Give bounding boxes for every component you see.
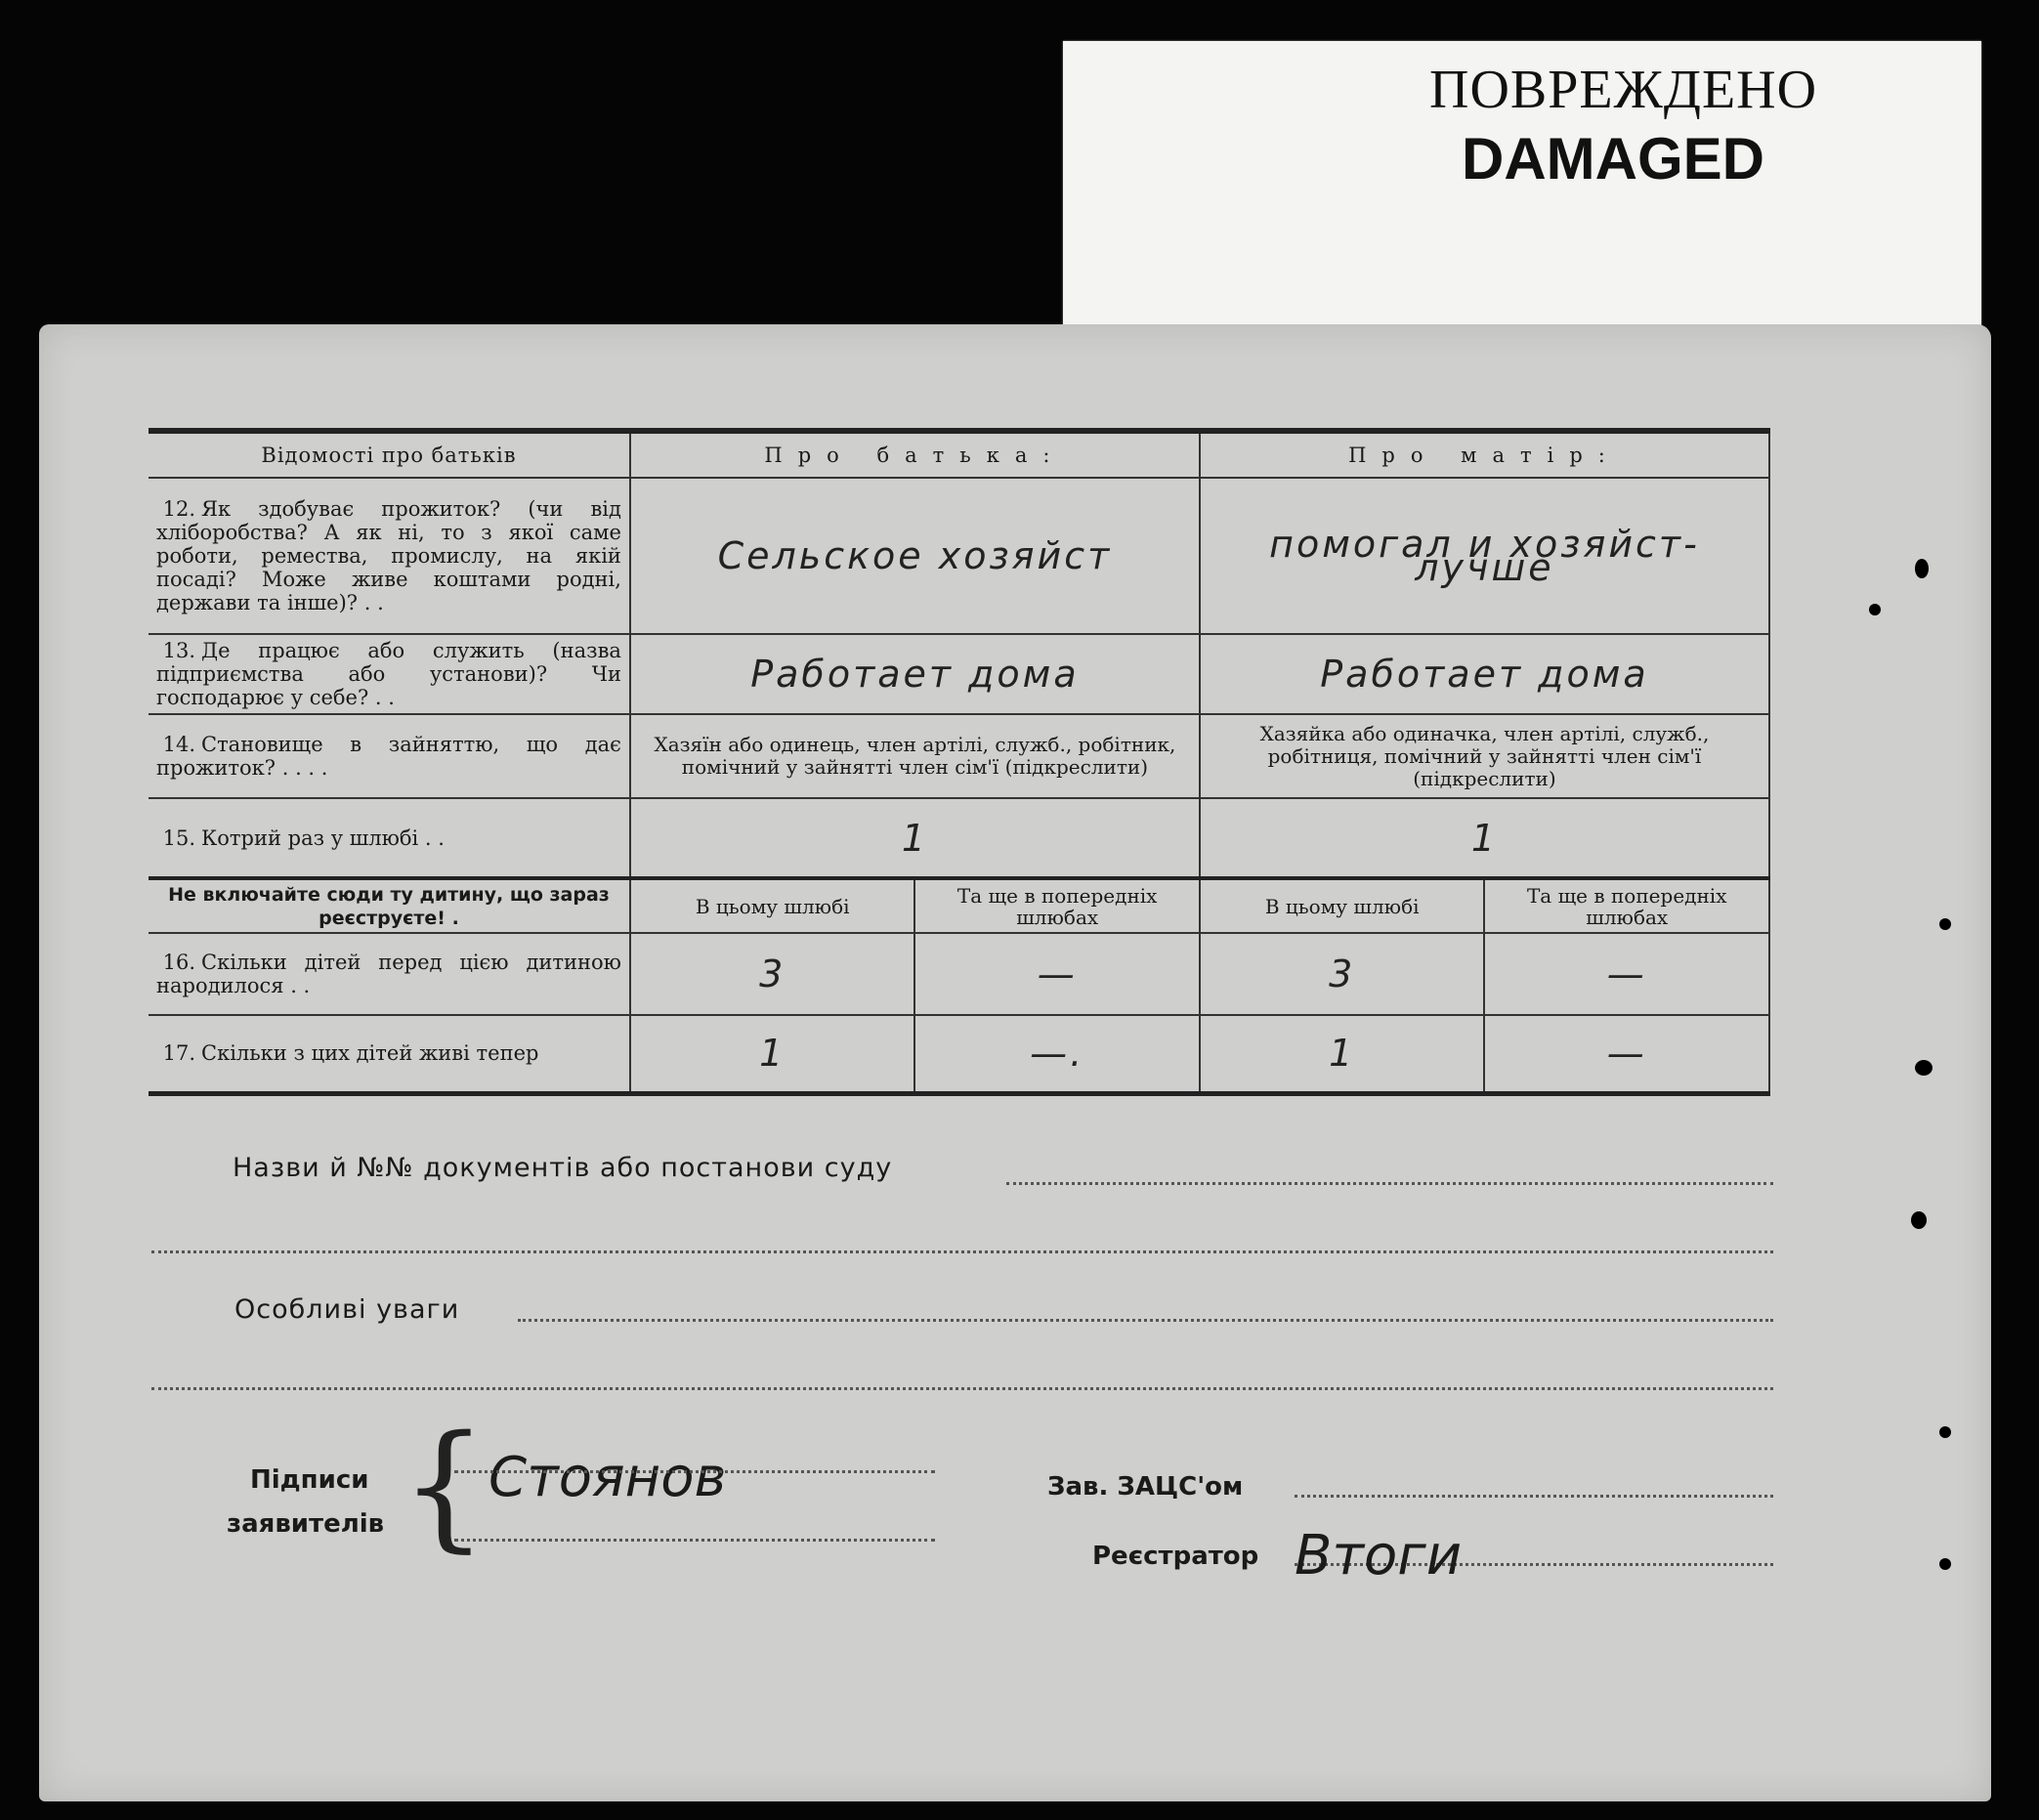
remarks-label: Особливі уваги <box>234 1294 460 1325</box>
row-17-father-prev: —. <box>914 1015 1200 1093</box>
head-zags-line <box>1295 1495 1773 1498</box>
row-note <box>149 878 1769 933</box>
row-16-mother-this: 3 <box>1200 933 1485 1015</box>
row-16-father-this: 3 <box>630 933 915 1015</box>
father-previous-marriages-header: Та ще в попередніх шлюбах <box>914 878 1200 933</box>
applicant-signature: Стоянов <box>489 1446 727 1509</box>
stamp-text-ru: ПОВРЕЖДЕНО <box>1429 60 1818 120</box>
row-17-mother-prev: — <box>1484 1015 1769 1093</box>
row-14 <box>149 714 1769 798</box>
row-13 <box>149 634 1769 714</box>
applicant-signature-line-2 <box>454 1539 935 1542</box>
row-12-father-answer: Сельское хозяйст <box>630 478 1200 634</box>
row-15-question: Котрий раз у шлюбі . . <box>201 825 445 850</box>
row-15 <box>149 798 1769 878</box>
row-16 <box>149 933 1769 1015</box>
documents-label: Назви й №№ документів або постанови суду <box>233 1153 893 1183</box>
row-12-mother-answer: помогал и хозяйст-лучше <box>1200 478 1769 634</box>
row-13-mother-answer: Работает дома <box>1200 634 1769 714</box>
parents-info-table <box>149 428 1770 1096</box>
registrar-label: Реєстратор <box>1092 1542 1259 1571</box>
registrar-signature: Втоги <box>1295 1524 1463 1587</box>
row-13-label <box>149 634 630 714</box>
table-header-row <box>149 431 1769 478</box>
header-mother: Про матір: <box>1200 431 1769 478</box>
row-13-father-answer: Работает дома <box>630 634 1200 714</box>
row-17 <box>149 1015 1769 1093</box>
row-16-mother-prev: — <box>1484 933 1769 1015</box>
row-number: 17. <box>162 1041 195 1066</box>
row-16-father-prev: — <box>914 933 1200 1015</box>
row-12 <box>149 478 1769 634</box>
row-17-mother-this: 1 <box>1200 1015 1485 1093</box>
row-number: 14. <box>162 733 195 756</box>
binder-hole <box>1939 1426 1951 1438</box>
stamp-text-en: DAMAGED <box>1462 126 1764 191</box>
father-this-marriage-header: В цьому шлюбі <box>630 878 915 933</box>
row-16-label <box>149 933 630 1015</box>
row-15-father-answer: 1 <box>630 798 1200 878</box>
note-exclude-child: Не включайте сюди ту дитину, що зараз реєструєте! . <box>149 878 630 933</box>
binder-hole <box>1915 1060 1933 1076</box>
row-12-label <box>149 478 630 634</box>
documents-field-line-2 <box>151 1250 1773 1253</box>
remarks-field-line-2 <box>151 1387 1773 1390</box>
mother-previous-marriages-header: Та ще в попередніх шлюбах <box>1484 878 1769 933</box>
applicant-signature-line-1 <box>454 1470 935 1473</box>
row-16-question: Скільки дітей перед цією дитиною народилося . . <box>156 951 621 997</box>
row-15-mother-answer: 1 <box>1200 798 1769 878</box>
binder-hole <box>1911 1211 1927 1229</box>
applicants-brace: { <box>401 1407 489 1566</box>
header-parents-info: Відомості про батьків <box>149 431 630 478</box>
applicants-label-1: Підписи <box>250 1465 369 1495</box>
damaged-stamp <box>1063 41 1981 334</box>
row-14-label <box>149 714 630 798</box>
mother-this-marriage-header: В цьому шлюбі <box>1200 878 1485 933</box>
head-zags-label: Зав. ЗАЦС'ом <box>1047 1472 1244 1502</box>
binder-hole <box>1869 604 1881 615</box>
row-number: 16. <box>162 951 195 974</box>
row-13-question: Де працює або служить (назва підприємства або установи)? Чи господарює у себе? . . <box>156 639 621 709</box>
row-14-question: Становище в зайняттю, що дає прожиток? . . . . <box>156 733 621 780</box>
row-14-mother-options: Хазяйка або одиначка, член артілі, служб., робітниця, помічний у зайнятті член сім'ї (підкреслити) <box>1200 714 1769 798</box>
row-12-question: Як здобуває прожиток? (чи від хліборобства? А як ні, то з якої саме роботи, ремества, промислу, на якій посаді? Може живе коштами родні, держави та інше)? . . <box>156 497 621 614</box>
row-17-question: Скільки з цих дітей живі тепер <box>201 1041 539 1066</box>
row-17-label <box>149 1015 630 1093</box>
row-number: 12. <box>162 497 195 521</box>
row-17-father-this: 1 <box>630 1015 915 1093</box>
row-15-label <box>149 798 630 878</box>
binder-hole <box>1915 559 1929 578</box>
row-14-father-options: Хазяїн або одинець, член артілі, служб., робітник, помічний у зайнятті член сім'ї (підкреслити) <box>630 714 1200 798</box>
row-number: 13. <box>162 639 195 662</box>
documents-field-line <box>1006 1182 1773 1185</box>
binder-hole <box>1939 1558 1951 1570</box>
header-father: Про батька: <box>630 431 1200 478</box>
row-number: 15. <box>162 825 195 850</box>
remarks-field-line <box>518 1319 1773 1322</box>
binder-hole <box>1939 918 1951 930</box>
applicants-label-2: заявителів <box>227 1509 385 1539</box>
